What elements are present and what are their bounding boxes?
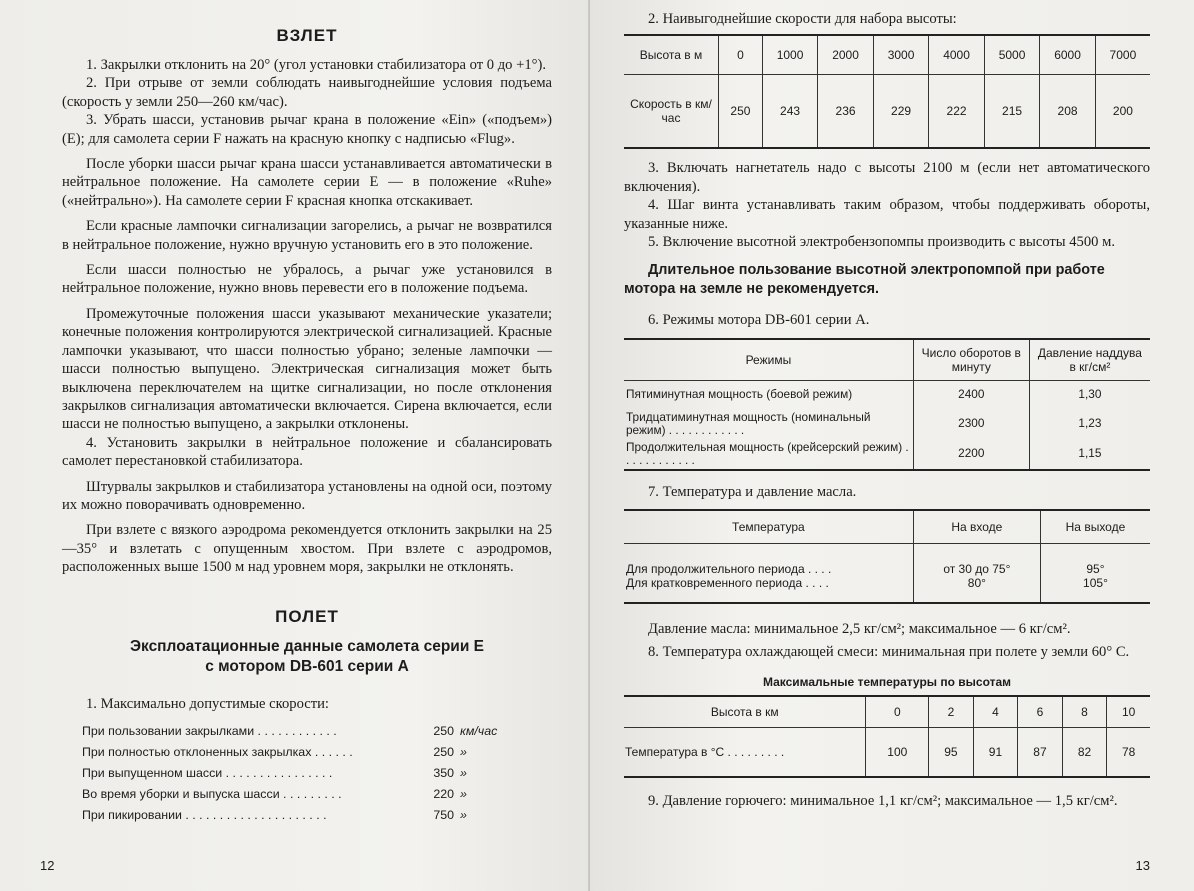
paragraph: 7. Температура и давление масла. [648, 483, 857, 500]
table-cell: 2000 [818, 35, 874, 75]
speed-row [82, 742, 512, 763]
table-cell: 78 [1107, 728, 1150, 778]
table-cell: Температура в °С . . . . . . . . . [625, 745, 785, 760]
paragraph: 4. Шаг винта устанавливать таким образом, чтобы поддерживать обороты, указанные ниже. [624, 197, 1150, 232]
oil-outlet-value: 105° [1083, 576, 1108, 591]
table-cell: 0 [866, 696, 929, 728]
speed-value: 750 [433, 807, 454, 822]
speed-value: 250 [433, 744, 454, 759]
table-cell: 222 [929, 75, 985, 149]
oil-inlet-value: от 30 до 75° [943, 562, 1011, 577]
paragraph: 1. Закрылки отклонить на 20° (угол установки стабилизатора от 0 до +1°). [86, 57, 546, 73]
oil-row-label: Для кратковременного периода . . . . [626, 576, 829, 591]
table-cell [913, 544, 1040, 604]
speeds-heading: 1. Максимально допустимые скорости: [86, 695, 329, 712]
oil-temperature-table [624, 509, 1150, 604]
right-page [590, 0, 1194, 891]
table-row [624, 380, 1150, 409]
paragraph: Штурвалы закрылков и стабилизатора установлены на одной оси, поэтому их можно поворачивать одновременно. [62, 478, 552, 513]
speed-label: При пользовании закрылками . . . . . . . . . . . . [82, 723, 337, 738]
speed-unit: » [460, 765, 467, 780]
paragraph: Если красные лампочки сигнализации загорелись, а рычаг не возвратился в нейтральное положение, нужно вручную установить его в это положение. [62, 218, 552, 253]
oil-inlet-value: 80° [967, 576, 986, 591]
table-cell: 6 [1018, 696, 1063, 728]
table-row [624, 35, 1150, 75]
paragraph: При взлете с вязкого аэродрома рекомендуется отклонить закрылки на 25—35° и взлетать с опущенным хвостом. При взлете с аэродромов, расположенных выше 1500 м над уровнем моря, закрылки не отклонять. [62, 522, 552, 576]
table-cell: 82 [1062, 728, 1107, 778]
table-cell: 208 [1040, 75, 1096, 149]
table-cell: 87 [1018, 728, 1063, 778]
table-cell: 1,30 [1029, 380, 1150, 409]
oil-outlet-value: 95° [1086, 562, 1105, 577]
table-row [624, 439, 1150, 470]
paragraph: 5. Включение высотной электробензопомпы производить с высоты 4500 м. [648, 234, 1115, 251]
table-cell: 10 [1107, 696, 1150, 728]
table-cell: Высота в км [624, 696, 866, 728]
left-page [0, 0, 590, 891]
table-cell: 91 [973, 728, 1018, 778]
table-cell: 4 [973, 696, 1018, 728]
paragraph: 6. Режимы мотора DB-601 серии А. [648, 312, 870, 329]
flight-subtitle-2: с мотором DB-601 серии А [205, 657, 409, 675]
speed-unit: » [460, 807, 467, 822]
table-header-row [624, 339, 1150, 381]
table-cell: 2200 [913, 439, 1029, 470]
speed-label: При полностью отклоненных закрылках . . . . . . [82, 744, 353, 759]
paragraph: После уборки шасси рычаг крана шасси устанавливается автоматически в нейтральное положение. На самолете серии Е — в положение «Ruhe» («нейтрально»). На самолете серии F красная кнопка отскакивает. [62, 156, 552, 209]
paragraph: 2. При отрыве от земли соблюдать наивыгоднейшие условия подъема (скорость у земли 250—260 км/час). [62, 75, 552, 110]
speed-label: При пикировании . . . . . . . . . . . . . . . . . . . . . [82, 807, 327, 822]
table-header: Давление наддува в кг/см² [1029, 339, 1150, 381]
table-cell: Пятиминутная мощность (боевой режим) [626, 387, 853, 402]
paragraph: 3. Включать нагнетатель надо с высоты 2100 м (если нет автоматического включения). [624, 160, 1150, 195]
table-cell: 215 [984, 75, 1040, 149]
table-header: На выходе [1040, 510, 1150, 544]
takeoff-title: ВЗЛЕТ [276, 26, 338, 45]
speed-unit: км/час [460, 723, 498, 738]
max-temp-table-title: Максимальные температуры по высотам [762, 675, 1012, 690]
table-header: Температура [624, 510, 913, 544]
table-cell: 0 [719, 35, 763, 75]
table-cell: 2400 [913, 380, 1029, 409]
table-cell: 7000 [1095, 35, 1150, 75]
paragraph: 8. Температура охлаждающей смеси: минимальная при полете у земли 60° С. [648, 643, 1130, 660]
altitude-speed-table [624, 34, 1150, 149]
speed-row [82, 784, 512, 805]
table-cell: 100 [866, 728, 929, 778]
table-row [624, 409, 1150, 439]
table-header: Число оборотов в минуту [913, 339, 1029, 381]
table-header: На входе [913, 510, 1040, 544]
paragraph: Давление масла: минимальное 2,5 кг/см²; максимальное — 6 кг/см². [648, 621, 1071, 638]
speed-row [82, 805, 512, 826]
table-row [624, 75, 1150, 149]
table-cell: 243 [762, 75, 818, 149]
table-row [624, 728, 1150, 778]
table-cell: 200 [1095, 75, 1150, 149]
oil-row-label: Для продолжительного периода . . . . [626, 562, 832, 577]
table-cell: 95 [929, 728, 974, 778]
table-cell: 229 [873, 75, 929, 149]
table-cell: 5000 [984, 35, 1040, 75]
table-header-row [624, 510, 1150, 544]
engine-modes-table [624, 338, 1150, 471]
table-cell: Скорость в км/час [630, 97, 712, 126]
page-number-right: 13 [1135, 858, 1150, 873]
table-cell: 1,23 [1029, 409, 1150, 439]
speed-value: 250 [433, 723, 454, 738]
table-cell [1040, 544, 1150, 604]
paragraph: 3. Убрать шасси, установив рычаг крана в положение «Ein» («подъем») (Е); для самолета серии F нажать на красную кнопку с надписью «Flug». [62, 112, 552, 147]
paragraph: 4. Установить закрылки в нейтральное положение и сбалансировать самолет перестановкой стабилизатора. [62, 434, 552, 470]
paragraph: 9. Давление горючего: минимальное 1,1 кг/см²; максимальное — 1,5 кг/см². [648, 793, 1118, 810]
table-cell: 3000 [873, 35, 929, 75]
table-cell [624, 544, 913, 604]
table-cell: 1000 [762, 35, 818, 75]
speed-list [82, 721, 512, 826]
speed-value: 220 [433, 786, 454, 801]
table-cell: 250 [719, 75, 763, 149]
speed-unit: » [460, 744, 467, 759]
speed-label: При выпущенном шасси . . . . . . . . . . . . . . . . [82, 765, 333, 780]
speed-value: 350 [433, 765, 454, 780]
table-cell: Высота в м [624, 35, 719, 75]
page-number-left: 12 [40, 858, 55, 873]
table-cell: 6000 [1040, 35, 1096, 75]
table-cell: 1,15 [1029, 439, 1150, 470]
paragraph: Если шасси полностью не убралось, а рычаг уже установился в нейтральное положение, нужно вновь перевести его в положение подъема. [62, 262, 552, 297]
table-header: Режимы [624, 339, 913, 381]
table-cell: Продолжительная мощность (крейсерский режим) . . . . . . . . . . . . [626, 439, 909, 467]
table-cell: 2 [929, 696, 974, 728]
paragraph: Промежуточные положения шасси указывают механические указатели; конечные положения контролируются электрической сигнализацией. Красные лампочки указывают, что шасси полностью убрано; зеленые лампочки — шасси полностью выпущено. Электрическая сигнализация может быть выключена переключателем на щитке сигнализации, но после отклонения закрылков сигнализация автоматически включается. Сирена включается, если шасси не полностью выпущено, а закрылки отклонены. [62, 305, 552, 433]
flight-title: ПОЛЕТ [275, 606, 339, 626]
speed-unit: » [460, 786, 467, 801]
table-cell: 2300 [913, 409, 1029, 439]
speed-row [82, 721, 512, 742]
speed-label: Во время уборки и выпуска шасси . . . . . . . . . [82, 786, 342, 801]
flight-subtitle-1: Эксплоатационные данные самолета серии Е [129, 637, 485, 655]
table-row [624, 544, 1150, 604]
table-row [624, 696, 1150, 728]
altitude-speeds-heading: 2. Наивыгоднейшие скорости для набора высоты: [648, 11, 957, 27]
table-cell: 236 [818, 75, 874, 149]
table-cell: 4000 [929, 35, 985, 75]
bold-warning: Длительное пользование высотной электропомпой при работе мотора на земле не рекомендуется. [624, 262, 1105, 298]
table-cell: 8 [1062, 696, 1107, 728]
table-cell: Тридцатиминутная мощность (номинальный режим) . . . . . . . . . . . . [626, 409, 871, 437]
max-temperature-table [624, 695, 1150, 778]
speed-row [82, 763, 512, 784]
